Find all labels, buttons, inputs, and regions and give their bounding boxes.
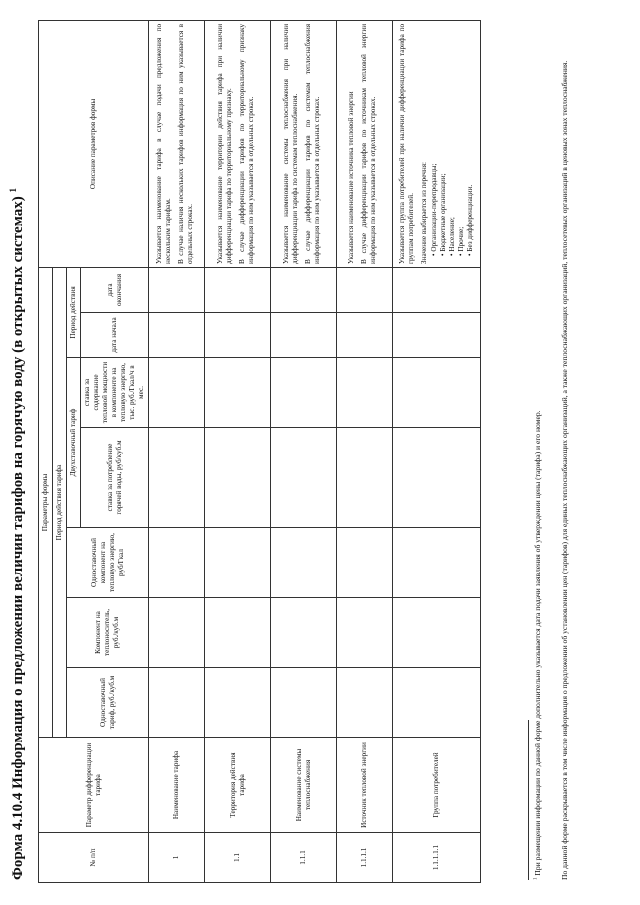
- header-date-start: дата начала: [81, 313, 149, 358]
- cell-empty: [271, 528, 337, 598]
- row-param: Группа потребителей: [393, 738, 481, 833]
- note: [560, 30, 570, 880]
- cell-empty: [205, 358, 271, 428]
- row-num: 1.1.1.1.1: [393, 833, 481, 883]
- cell-empty: [337, 668, 393, 738]
- description-paragraph: Значение выбирается из перечня:: [420, 162, 428, 264]
- consumer-group-list: [430, 24, 475, 264]
- row-param: Источник тепловой энергии: [337, 738, 393, 833]
- cell-empty: [149, 428, 205, 528]
- header-one-part: Одноставочный тариф, руб./куб.м: [67, 668, 149, 738]
- cell-empty: [205, 528, 271, 598]
- description-paragraph: В случае наличия нескольких тарифов информация по ним указывается в отдельных строках.: [176, 23, 194, 264]
- description-paragraph: В случае дифференциации тарифов по источникам тепловой энергии информация по ним указывается в отдельных строках.: [360, 23, 377, 264]
- row-num: 1.1.1.1: [337, 833, 393, 883]
- cell-empty: [393, 428, 481, 528]
- cell-empty: [337, 313, 393, 358]
- cell-empty: [337, 598, 393, 668]
- cell-empty: [393, 313, 481, 358]
- row-description: [393, 20, 481, 267]
- footnote-text: При размещении информации по данной форме дополнительно указывается дата подачи заявления об утверждении цены (тарифа) и его номер.: [533, 410, 542, 876]
- description-paragraph: Указывается наименование территории действия тарифа при наличии дифференциации тарифа по территориальному признаку.: [215, 23, 233, 264]
- cell-empty: [149, 528, 205, 598]
- row-description: [271, 20, 337, 267]
- table-row: [393, 20, 481, 882]
- cell-empty: [149, 267, 205, 312]
- cell-empty: [271, 598, 337, 668]
- footnote: [533, 30, 543, 880]
- cell-empty: [393, 598, 481, 668]
- header-num: № п/п: [39, 833, 149, 883]
- row-num: 1: [149, 833, 205, 883]
- header-one-part-heat: Одноставочный компонент на тепловую энергию, руб/Гкал: [67, 528, 149, 598]
- list-item: • Организации-перепродавцы;: [430, 24, 439, 256]
- cell-empty: [205, 313, 271, 358]
- cell-empty: [271, 313, 337, 358]
- header-rate-maintenance: ставка за содержание тепловой мощности в компоненте на тепловую энергию, тыс. руб./Гкал/ч в мес.: [81, 358, 149, 428]
- description-paragraph: Указывается группа потребителей при наличии дифференциации тарифа по группам потребителей.: [398, 23, 415, 264]
- cell-empty: [337, 528, 393, 598]
- cell-empty: [337, 267, 393, 312]
- form-title-text: Форма 4.10.4 Информация о предложении величин тарифов на горячую воду (в открытых системах): [10, 196, 26, 880]
- cell-empty: [271, 428, 337, 528]
- row-description: [205, 20, 271, 267]
- row-param: Наименование тарифа: [149, 738, 205, 833]
- cell-empty: [393, 358, 481, 428]
- list-item: • Бюджетные организации;: [439, 24, 448, 256]
- description-paragraph: В случае дифференциации тарифов по территориальному признаку информация по ним указывается в отдельных строках.: [237, 23, 255, 264]
- footnote-divider: [528, 720, 529, 880]
- row-description: [337, 20, 393, 267]
- header-date-end: дата окончания: [81, 267, 149, 312]
- cell-empty: [149, 358, 205, 428]
- header-description: Описание параметров формы: [39, 20, 149, 267]
- description-paragraph: В случае дифференциации тарифов по системам теплоснабжения информация по ним указывается в отдельных строках.: [303, 23, 321, 264]
- note-text: По данной форме раскрывается в том числе информация о предложении об установлении цен (тарифов) для единых теплоснабжающих организаций, а также теплоснабжающих организаций, теплосетевых организаций в ценовых зонах теплоснабжения.: [560, 60, 569, 880]
- row-num: 1.1.1: [271, 833, 337, 883]
- cell-empty: [205, 428, 271, 528]
- cell-empty: [149, 668, 205, 738]
- list-item: • Население;: [448, 24, 457, 256]
- cell-empty: [271, 358, 337, 428]
- footnote-mark: 1: [533, 877, 539, 880]
- header-param: Параметр дифференциации тарифа: [39, 738, 149, 833]
- header-two-part-group: Двухставочный тариф: [67, 358, 81, 528]
- cell-empty: [205, 267, 271, 312]
- cell-empty: [393, 267, 481, 312]
- header-rate-consumption: ставка за потребление горячей воды, руб/куб.м: [81, 428, 149, 528]
- list-item: • Без дифференциации.: [466, 24, 475, 256]
- form-title: [8, 20, 27, 880]
- description-paragraph: Указывается наименование тарифа в случае подачи предложения по нескольким тарифам.: [154, 23, 172, 264]
- cell-empty: [271, 267, 337, 312]
- cell-empty: [205, 598, 271, 668]
- header-period-group: Период действия тарифа: [53, 267, 67, 737]
- cell-empty: [149, 313, 205, 358]
- row-num: 1.1: [205, 833, 271, 883]
- header-heat-component: Компонент на теплоноситель, руб./куб.м: [67, 598, 149, 668]
- table-row: [149, 20, 205, 882]
- cell-empty: [205, 668, 271, 738]
- table-row: [271, 20, 337, 882]
- description-paragraph: Указывается наименование источника тепловой энергии: [347, 91, 355, 264]
- cell-empty: [393, 668, 481, 738]
- cell-empty: [149, 598, 205, 668]
- cell-empty: [337, 428, 393, 528]
- row-param: Наименование системы теплоснабжения: [271, 738, 337, 833]
- row-param: Территория действия тарифа: [205, 738, 271, 833]
- table-row: [337, 20, 393, 882]
- header-params-group: Параметры формы: [39, 267, 53, 737]
- cell-empty: [337, 358, 393, 428]
- row-description: [149, 20, 205, 267]
- list-item: • Прочие;: [457, 24, 466, 256]
- tariff-form-table: [38, 20, 481, 883]
- title-footnote-mark: 1: [8, 188, 18, 193]
- description-paragraph: Указывается наименование системы теплоснабжения при наличии дифференциации тарифа по системам теплоснабжения.: [281, 23, 299, 264]
- table-row: [205, 20, 271, 882]
- header-validity-group: Период действия: [67, 267, 81, 357]
- cell-empty: [271, 668, 337, 738]
- cell-empty: [393, 528, 481, 598]
